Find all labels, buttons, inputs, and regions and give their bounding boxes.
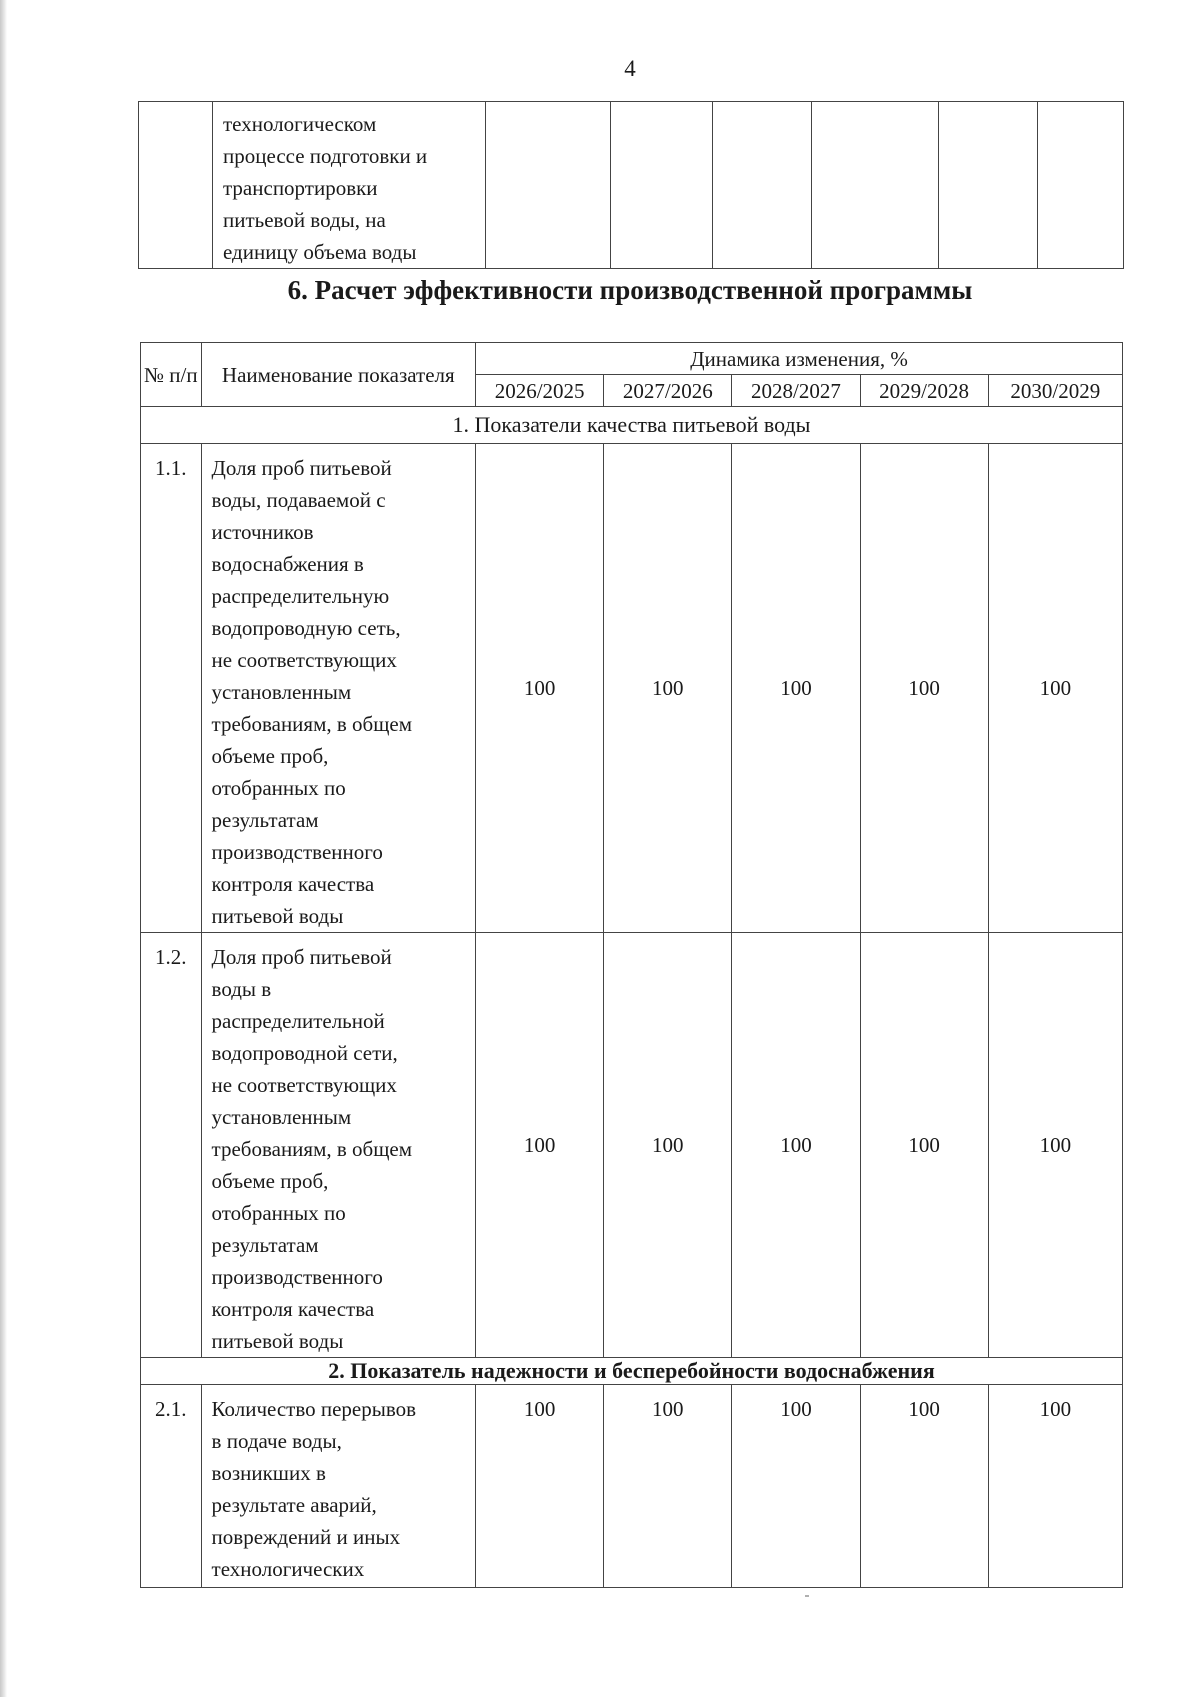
efficiency-table [140, 342, 1123, 1588]
value-cell [713, 102, 812, 269]
name-line: контроля качества [211, 872, 375, 896]
name-line: транспортировки [223, 176, 378, 200]
row-name [201, 1385, 476, 1588]
name-line: не соответствующих [211, 648, 397, 672]
row-name-cell [213, 102, 486, 269]
name-line: питьевой воды [211, 1329, 344, 1353]
value-cell [812, 102, 939, 269]
header-period: 2026/2025 [476, 375, 604, 407]
name-line: установленным [211, 680, 352, 704]
name-line: требованиям, в общем [211, 1137, 413, 1161]
row-number: 1.1. [141, 444, 202, 933]
value-cell: 100 [476, 933, 604, 1358]
value-cell: 100 [476, 444, 604, 933]
name-line: не соответствующих [211, 1073, 397, 1097]
value-cell: 100 [476, 1385, 604, 1588]
name-line: водопроводную сеть, [211, 616, 401, 640]
group-title: 1. Показатели качества питьевой воды [141, 407, 1123, 444]
group-header-row [141, 407, 1123, 444]
name-line: водопроводной сети, [211, 1041, 398, 1065]
value-cell: 100 [860, 1385, 988, 1588]
value-cell: 100 [988, 933, 1122, 1358]
scan-edge [0, 0, 7, 1697]
name-line: требованиям, в общем [211, 712, 413, 736]
name-line: производственного [211, 840, 383, 864]
name-line: результате аварий, [211, 1493, 377, 1517]
header-period: 2030/2029 [988, 375, 1122, 407]
group-header-row [141, 1358, 1123, 1385]
row-number: 2.1. [141, 1385, 202, 1588]
name-line: объеме проб, [211, 744, 329, 768]
header-period: 2027/2026 [604, 375, 732, 407]
name-line: отобранных по [211, 1201, 346, 1225]
name-line: отобранных по [211, 776, 346, 800]
value-cell: 100 [732, 444, 860, 933]
value-cell: 100 [604, 933, 732, 1358]
value-cell [1038, 102, 1124, 269]
value-cell [486, 102, 611, 269]
value-cell: 100 [988, 1385, 1122, 1588]
name-line: возникших в [211, 1461, 326, 1485]
scan-speck [805, 1595, 809, 1597]
row-name [201, 933, 476, 1358]
header-period: 2028/2027 [732, 375, 860, 407]
name-line: питьевой воды, на [223, 208, 386, 232]
value-cell: 100 [860, 933, 988, 1358]
name-line: Количество перерывов [211, 1397, 417, 1421]
name-line: распределительной [211, 1009, 385, 1033]
name-line: контроля качества [211, 1297, 375, 1321]
header-row [141, 343, 1123, 375]
name-line: установленным [211, 1105, 352, 1129]
value-cell: 100 [732, 933, 860, 1358]
name-line: объеме проб, [211, 1169, 329, 1193]
name-line: распределительную [211, 584, 390, 608]
continuation-table [138, 101, 1124, 269]
name-line: производственного [211, 1265, 383, 1289]
name-line: источников [211, 520, 314, 544]
header-number: № п/п [141, 343, 202, 407]
name-line: в подаче воды, [211, 1429, 342, 1453]
value-cell: 100 [732, 1385, 860, 1588]
name-line: питьевой воды [211, 904, 344, 928]
name-line: технологических [211, 1557, 365, 1581]
table-row [141, 444, 1123, 933]
name-line: единицу объема воды [223, 240, 417, 264]
table-row [141, 933, 1123, 1358]
row-name [201, 444, 476, 933]
value-cell: 100 [988, 444, 1122, 933]
name-line: результатам [211, 808, 319, 832]
page-number: 4 [624, 56, 636, 81]
group-title: 2. Показатель надежности и бесперебойности водоснабжения [141, 1358, 1123, 1385]
value-cell: 100 [604, 1385, 732, 1588]
name-line: повреждений и иных [211, 1525, 401, 1549]
value-cell: 100 [860, 444, 988, 933]
continuation-row [139, 102, 1124, 269]
table-row [141, 1385, 1123, 1588]
value-cell: 100 [604, 444, 732, 933]
name-line: Доля проб питьевой [211, 456, 392, 480]
name-line: Доля проб питьевой [211, 945, 392, 969]
name-line: технологическом [223, 112, 377, 136]
header-name: Наименование показателя [201, 343, 476, 407]
name-line: водоснабжения в [211, 552, 364, 576]
name-line: воды, подаваемой с [211, 488, 386, 512]
name-line: результатам [211, 1233, 319, 1257]
header-dynamics: Динамика изменения, % [476, 343, 1123, 375]
section-title: 6. Расчет эффективности производственной программы [287, 275, 973, 305]
header-period: 2029/2028 [860, 375, 988, 407]
value-cell [611, 102, 713, 269]
value-cell [939, 102, 1038, 269]
name-line: процессе подготовки и [223, 144, 428, 168]
row-number: 1.2. [141, 933, 202, 1358]
name-line: воды в [211, 977, 272, 1001]
row-number-cell [139, 102, 213, 269]
